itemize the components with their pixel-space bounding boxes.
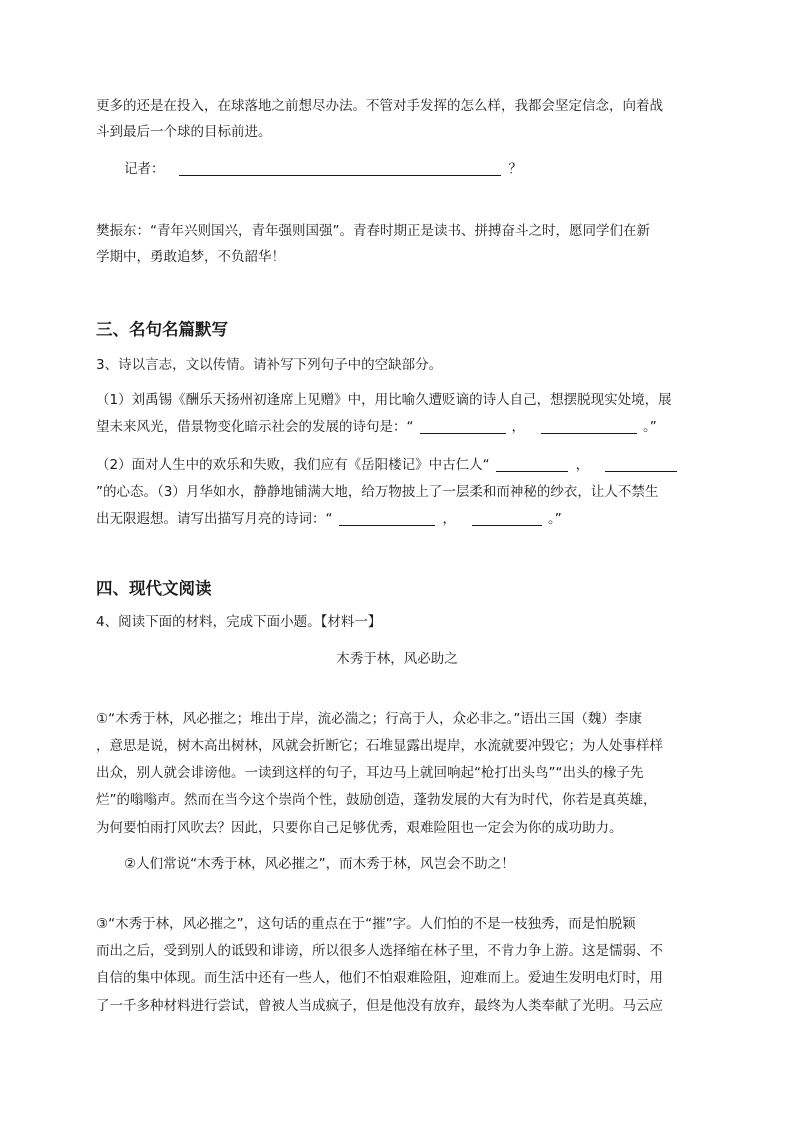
interview-text: 樊振东：“青年兴则国兴，青年强则国强”。青春时期正是读书、拼搏奋斗之时，愿同学们在新 — [96, 223, 650, 239]
reporter-question — [124, 155, 522, 183]
question-text: ”的心态。（3）月华如水，静静地铺满大地，给万物披上了一层柔和而神秘的纱衣，让人不禁生 — [96, 484, 659, 500]
article-paragraph: 为何要怕雨打风吹去？因此，只要你自己足够优秀，艰难险阻也一定会为你的成功助力。 — [96, 820, 623, 836]
question-text: （2）面对人生中的欢乐和失败，我们应有《岳阳楼记》中古仁人“ ， — [96, 451, 677, 479]
article-paragraph: ，意思是说，树木高出树林，风就会折断它；石堆显露出堤岸，水流就要冲毁它；为人处事样样 — [96, 738, 663, 754]
answer-blank[interactable] — [496, 455, 568, 472]
answer-blank[interactable] — [339, 509, 435, 526]
article-paragraph: ①“木秀于林，风必摧之；堆出于岸，流必湍之；行高于人，众必非之。”语出三国（魏）李康 — [96, 711, 642, 727]
answer-blank[interactable] — [541, 417, 637, 434]
question-intro: 4、阅读下面的材料，完成下面小题。【材料一】 — [96, 614, 382, 630]
question-intro: 3、诗以言志，文以传情。请补写下列句子中的空缺部分。 — [96, 357, 443, 373]
interview-text: 更多的还是在投入，在球落地之前想尽办法。不管对手发挥的怎么样，我都会坚定信念，向着战 — [96, 98, 663, 114]
interview-text: 斗到最后一个球的目标前进。 — [96, 124, 272, 140]
article-paragraph: 出众，别人就会诽谤他。一读到这样的句子，耳边马上就回响起“枪打出头鸟”“出头的椽子先 — [96, 765, 644, 781]
answer-blank[interactable] — [605, 455, 677, 472]
reporter-label: 记者： — [124, 161, 165, 177]
article-paragraph: 而出之后，受到别人的诋毁和诽谤，所以很多人选择缩在林子里，不肯力争上游。这是懦弱、不 — [96, 943, 663, 959]
section-heading: 三、名句名篇默写 — [96, 320, 228, 339]
interview-text: 学期中，勇敢追梦，不负韶华！ — [96, 249, 285, 265]
article-paragraph: 烂”的嗡嗡声。然而在当今这个崇尚个性，鼓励创造，蓬勃发展的大有为时代，你若是真英雄， — [96, 792, 657, 808]
question-text: 出无限遐想。请写出描写月亮的诗词：“ ， 。” — [96, 511, 562, 527]
question-mark: ？ — [508, 161, 522, 177]
section-heading: 四、现代文阅读 — [96, 579, 212, 598]
article-title: 木秀于林，风必助之 — [336, 651, 458, 667]
answer-blank[interactable] — [420, 417, 506, 434]
article-paragraph: 自信的集中体现。而生活中还有一些人，他们不怕艰难险阻，迎难而上。爱迪生发明电灯时，用 — [96, 970, 663, 986]
article-paragraph: ②人们常说“木秀于林，风必摧之”，而木秀于林，风岂会不助之！ — [124, 856, 515, 872]
question-text: （1）刘禹锡《酬乐天扬州初逢席上见赠》中，用比喻久遭贬谪的诗人自己，想摆脱现实处境，展 — [96, 392, 672, 408]
article-paragraph: ③“木秀于林，风必摧之”，这句话的重点在于“摧”字。人们怕的不是一枝独秀，而是怕脱颖 — [96, 916, 636, 932]
article-paragraph: 了一千多种材料进行尝试，曾被人当成疯子，但是他没有放弃，最终为人类奉献了光明。马云应 — [96, 998, 663, 1014]
answer-blank[interactable] — [472, 509, 542, 526]
answer-blank[interactable] — [179, 159, 501, 176]
question-text: 望未来风光，借景物变化暗示社会的发展的诗句是：“ ， 。” — [96, 419, 657, 435]
